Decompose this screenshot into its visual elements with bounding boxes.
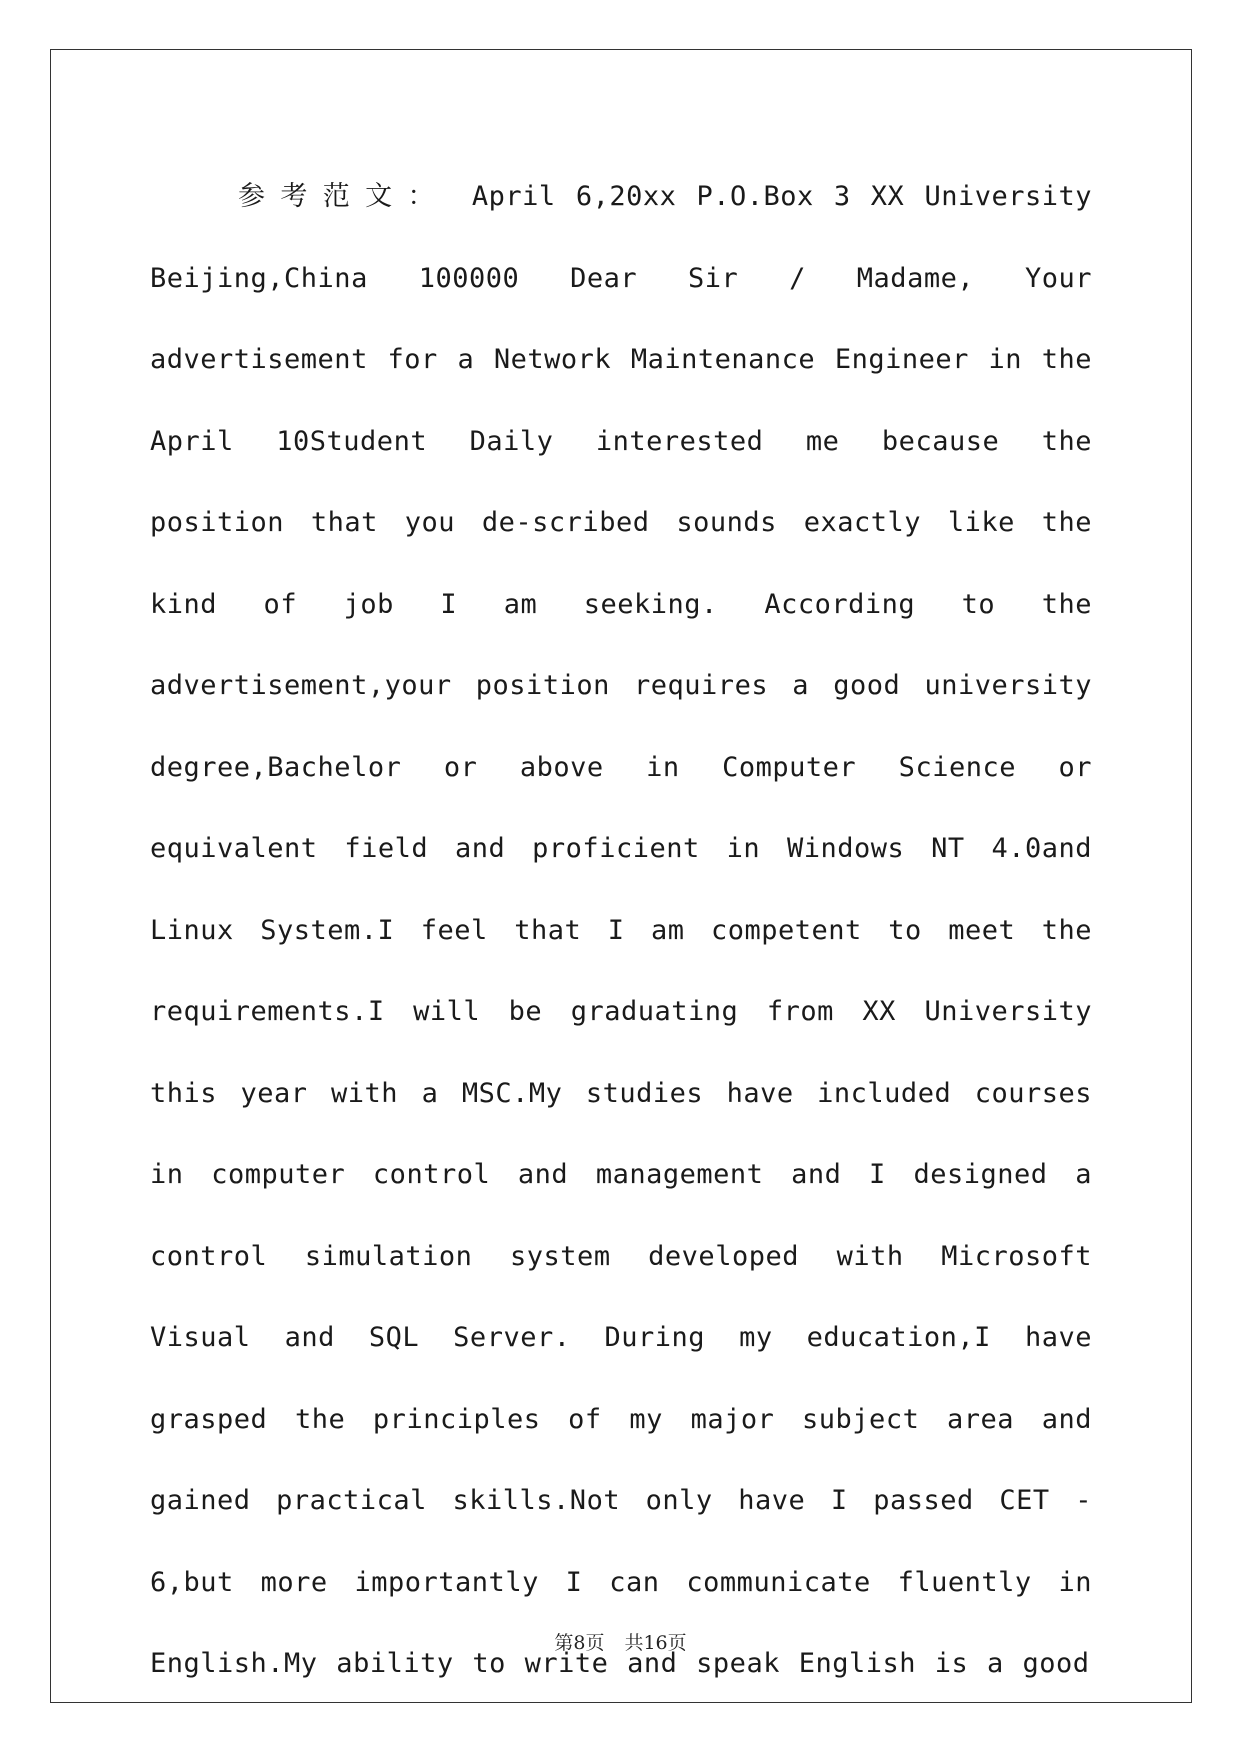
body-paragraph	[150, 156, 1092, 1705]
page-number-current: 第8页	[554, 1632, 605, 1654]
page-number-total: 共16页	[624, 1632, 687, 1654]
page-footer	[0, 1628, 1241, 1655]
lead-label: 参考范文：	[238, 181, 450, 212]
letter-text: April 6,20xx P.O.Box 3 XX University Beijing,China 100000 Dear Sir / Madame, Your advertisement for a Network Maintenance Engineer in the April 10Student Daily interested me because the position that you de-scribed sounds exactly like the kind of job I am seeking. According to the advertisement,your position requires a good university degree,Bachelor or above in Computer Science or equivalent field and proficient in Windows NT 4.0and Linux System.I feel that I am competent to meet the requirements.I will be graduating from XX University this year with a MSC.My studies have included courses in computer control and management and I designed a control simulation system developed with Microsoft Visual and SQL Server. During my education,I have grasped the principles of my major subject area and gained practical skills.Not only have I passed CET - 6,but more importantly I can communicate fluently in English.My ability to write and speak English is a good	[150, 181, 1092, 1679]
